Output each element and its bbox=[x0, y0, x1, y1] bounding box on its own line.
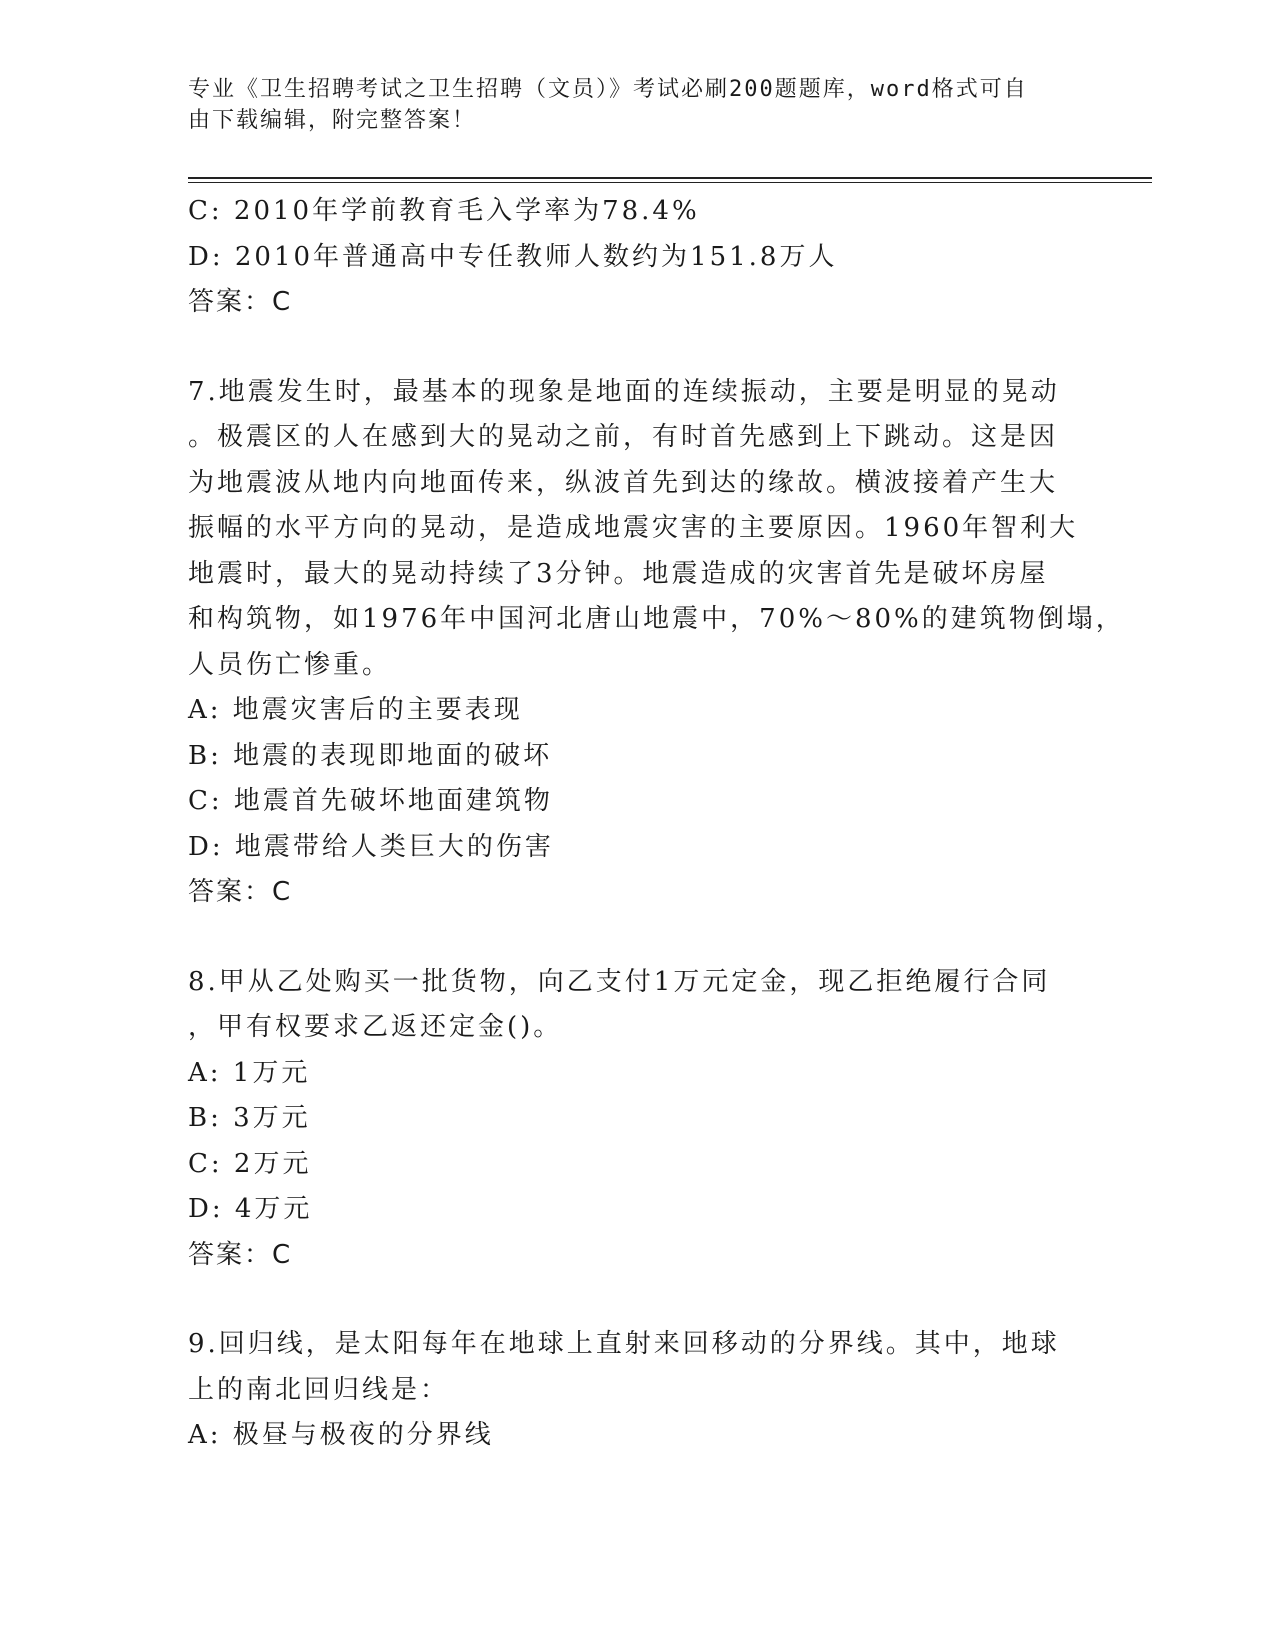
question-8 bbox=[188, 960, 1078, 1279]
question-stem-line: 地震时，最大的晃动持续了3分钟。地震造成的灾害首先是破坏房屋 bbox=[188, 558, 1049, 589]
spacer bbox=[188, 916, 1078, 960]
option-d: D: 4万元 bbox=[188, 1194, 313, 1224]
spacer bbox=[188, 1278, 1078, 1322]
question-9 bbox=[188, 1322, 1078, 1459]
option-c: C: 地震首先破坏地面建筑物 bbox=[188, 786, 553, 816]
answer-line: 答案：C bbox=[188, 287, 293, 317]
header-line-1: 专业《卫生招聘考试之卫生招聘（文员）》考试必刷200题题库，word格式可自 bbox=[188, 77, 1028, 102]
question-stem-line: 。极震区的人在感到大的晃动之前，有时首先感到上下跳动。这是因 bbox=[188, 422, 1059, 452]
option-c: C: 2万元 bbox=[188, 1148, 312, 1179]
spacer bbox=[188, 326, 1078, 370]
question-stem-line: 振幅的水平方向的晃动，是造成地震灾害的主要原因。1960年智利大 bbox=[188, 513, 1079, 543]
option-d: D: 地震带给人类巨大的伤害 bbox=[188, 831, 554, 862]
header-divider-thin bbox=[188, 182, 1152, 183]
header-divider-thick bbox=[188, 177, 1152, 179]
question-stem-line: 9.回归线，是太阳每年在地球上直射来回移动的分界线。其中，地球 bbox=[188, 1329, 1060, 1359]
document-body bbox=[188, 189, 1125, 1459]
question-stem-line: 上的南北回归线是： bbox=[188, 1374, 450, 1405]
question-stem-line: 人员伤亡惨重。 bbox=[188, 649, 392, 680]
question-stem-line: 7.地震发生时，最基本的现象是地面的连续振动，主要是明显的晃动 bbox=[188, 376, 1060, 407]
answer-line: 答案：C bbox=[188, 877, 293, 907]
option-a: A: 地震灾害后的主要表现 bbox=[188, 695, 523, 725]
answer-line: 答案：C bbox=[188, 1239, 293, 1270]
option-a: A: 极昼与极夜的分界线 bbox=[188, 1420, 494, 1450]
document-header bbox=[188, 74, 1068, 136]
question-stem-line: ，甲有权要求乙返还定金()。 bbox=[188, 1012, 563, 1042]
question-stem-line: 为地震波从地内向地面传来，纵波首先到达的缘故。横波接着产生大 bbox=[188, 467, 1059, 498]
option-d: D: 2010年普通高中专任教师人数约为151.8万人 bbox=[188, 241, 838, 272]
header-line-2: 由下载编辑，附完整答案！ bbox=[188, 108, 477, 133]
previous-question-tail bbox=[188, 189, 1078, 326]
option-b: B: 3万元 bbox=[188, 1103, 311, 1133]
option-c: C: 2010年学前教育毛入学率为78.4% bbox=[188, 196, 700, 226]
option-b: B: 地震的表现即地面的破坏 bbox=[188, 740, 553, 771]
option-a: A: 1万元 bbox=[188, 1057, 311, 1088]
question-stem-line: 和构筑物，如1976年中国河北唐山地震中，70%～80%的建筑物倒塌， bbox=[188, 604, 1125, 634]
question-7 bbox=[188, 370, 1125, 916]
question-stem-line: 8.甲从乙处购买一批货物，向乙支付1万元定金，现乙拒绝履行合同 bbox=[188, 966, 1051, 997]
